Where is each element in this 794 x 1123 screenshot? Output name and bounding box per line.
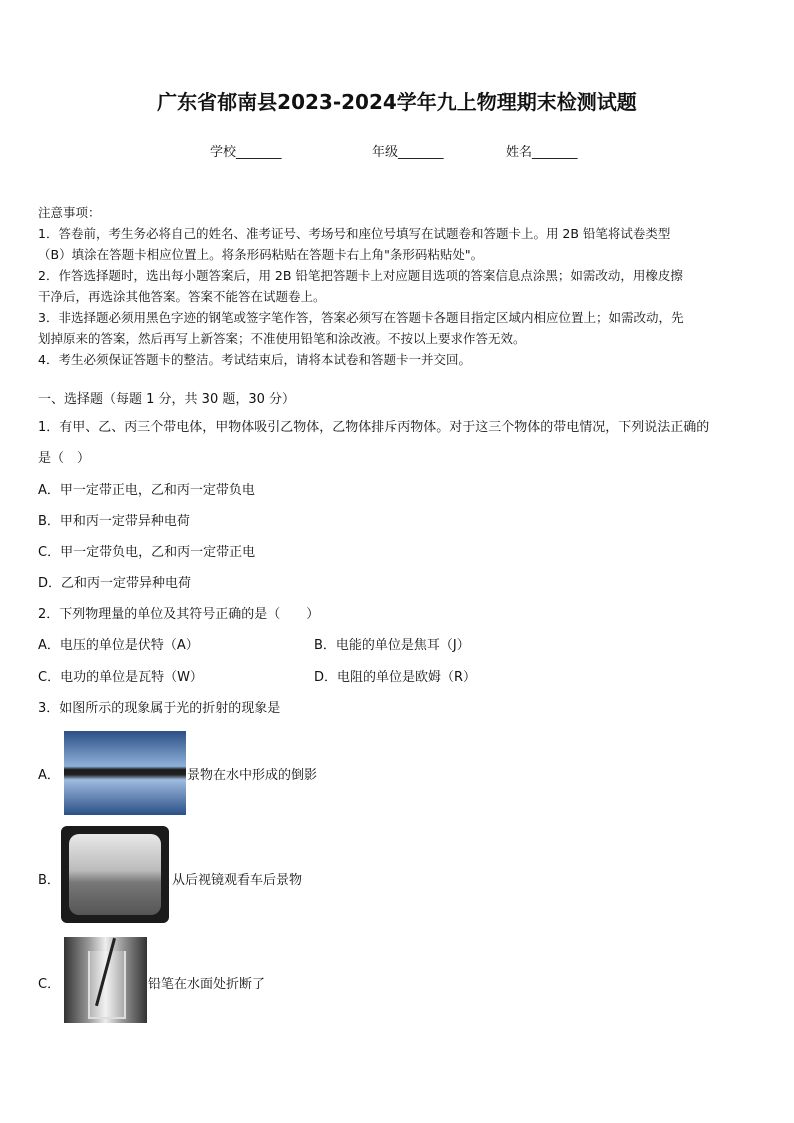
grade-field: 年级_______ (372, 145, 444, 160)
q1-stem: 1．有甲、乙、丙三个带电体，甲物体吸引乙物体，乙物体排斥丙物体。对于这三个物体的带电情况，下列说法正确的 (38, 420, 710, 435)
q2-option-d: D．电阻的单位是欧姆（R） (314, 670, 477, 685)
note-line: 2．作答选择题时，选出每小题答案后，用 2B 铅笔把答题卡上对应题目选项的答案信息点涂黑；如需改动，用橡皮擦 (38, 268, 683, 283)
pencil-in-water-photo (64, 937, 147, 1023)
q3-option-a-letter: A． (38, 768, 60, 783)
q1-stem-cont: 是（ ） (38, 451, 91, 466)
q2-option-c: C．电功的单位是瓦特（W） (38, 670, 203, 685)
name-field: 姓名_______ (506, 145, 578, 160)
q2-option-b: B．电能的单位是焦耳（J） (314, 638, 470, 653)
reflection-photo (64, 731, 186, 815)
q1-option-d: D．乙和丙一定带异种电荷 (38, 576, 192, 591)
q3-option-a-text: 景物在水中形成的倒影 (187, 768, 318, 783)
notes-heading: 注意事项： (38, 205, 101, 220)
note-line: 4．考生必须保证答题卡的整洁。考试结束后，请将本试卷和答题卡一并交回。 (38, 352, 471, 367)
q2-stem: 2．下列物理量的单位及其符号正确的是（ ） (38, 607, 320, 622)
q1-option-a: A．甲一定带正电，乙和丙一定带负电 (38, 483, 255, 498)
note-line: 干净后，再选涂其他答案。答案不能答在试题卷上。 (38, 289, 326, 304)
section-heading: 一、选择题（每题 1 分，共 30 题，30 分） (38, 392, 296, 407)
note-line: 划掉原来的答案，然后再写上新答案；不准使用铅笔和涂改液。不按以上要求作答无效。 (38, 331, 526, 346)
q3-option-c-text: 铅笔在水面处折断了 (148, 977, 266, 992)
q3-option-b-text: 从后视镜观看车后景物 (172, 873, 303, 888)
q1-option-b: B．甲和丙一定带异种电荷 (38, 514, 190, 529)
note-line: 3．非选择题必须用黑色字迹的钢笔或签字笔作答，答案必须写在答题卡各题目指定区域内相应位置上；如需改动，先 (38, 310, 684, 325)
page-title: 广东省郁南县2023-2024学年九上物理期末检测试题 (157, 90, 637, 114)
rearview-mirror-photo (61, 826, 169, 923)
q3-option-b-letter: B． (38, 873, 60, 888)
q3-option-c-letter: C． (38, 977, 61, 992)
q1-option-c: C．甲一定带负电，乙和丙一定带正电 (38, 545, 256, 560)
q2-option-a: A．电压的单位是伏特（A） (38, 638, 199, 653)
note-line: （B）填涂在答题卡相应位置上。将条形码粘贴在答题卡右上角"条形码粘贴处"。 (38, 247, 484, 262)
note-line: 1．答卷前，考生务必将自己的姓名、准考证号、考场号和座位号填写在试题卷和答题卡上。用 2B 铅笔将试卷类型 (38, 226, 671, 241)
q3-stem: 3．如图所示的现象属于光的折射的现象是 (38, 701, 281, 716)
school-field: 学校_______ (210, 145, 282, 160)
